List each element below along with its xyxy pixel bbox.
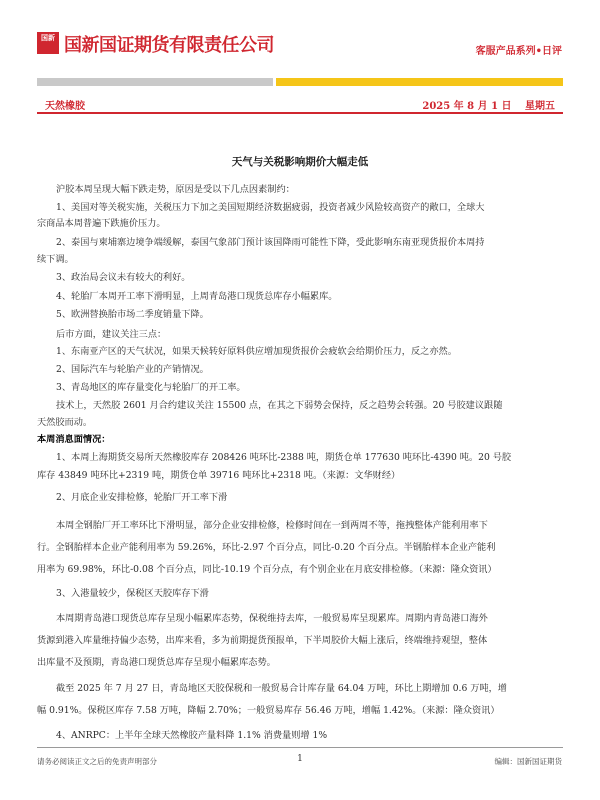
body-line: 1、本周上海期货交易所天然橡胶库存 208426 吨环比-2388 吨，期货仓单 177630 吨环比-4390 吨。20 号胶	[56, 452, 512, 463]
footer-disclaimer: 请务必阅读正文之后的免责声明部分	[37, 757, 157, 766]
body-line: 3、政治局会议未有较大的利好。	[56, 272, 191, 283]
body-line: 1、美国对等关税实施，关税压力下加之美国短期经济数据疲弱，投资者减少风险较高资产的敞口，全球大	[56, 202, 485, 213]
body-line: 出库量不及预期，青岛港口现货总库存呈现小幅累库态势。	[37, 657, 276, 668]
header-bar-gray	[37, 78, 273, 86]
company-name: 国新国证期货有限责任公司	[64, 35, 274, 56]
report-date: 2025 年 8 月 1 日 星期五	[422, 101, 555, 112]
section-heading: 本周消息面情况：	[37, 434, 111, 445]
report-category: 天然橡胶	[45, 101, 85, 112]
body-line: 沪胶本周呈现大幅下跌走势，原因是受以下几点因素制约：	[56, 184, 295, 195]
footer-divider	[37, 747, 563, 748]
body-line: 行。全钢胎样本企业产能利用率为 59.26%，环比-2.97 个百分点，同比-0.20 个百分点。半钢胎样本企业产能利	[37, 542, 496, 553]
body-line: 天然胶而动。	[37, 417, 93, 428]
body-line: 4、轮胎厂本周开工率下滑明显，上周青岛港口现货总库存小幅累库。	[56, 291, 338, 302]
logo-mark: 国新	[41, 34, 55, 42]
footer-editor: 编辑：国新国证期货	[494, 757, 562, 766]
body-line: 幅 0.91%。保税区库存 7.58 万吨，降幅 2.70%；一般贸易库存 56.46 万吨，增幅 1.42%。（来源：隆众资讯）	[37, 705, 500, 716]
body-line: 技术上，天然胶 2601 月合约建议关注 15500 点，在其之下弱势会保持，反之趋势会转强。20 号胶建议跟随	[56, 400, 503, 411]
body-line: 本周全钢胎厂开工率环比下滑明显，部分企业安排检修，检修时间在一到两周不等，拖拽整体产能利用率下	[56, 520, 488, 531]
body-line: 后市方面，建议关注三点：	[56, 329, 167, 340]
report-info-row	[37, 96, 563, 114]
subheading: 2、月底企业安排检修，轮胎厂开工率下滑	[56, 492, 228, 503]
subheading: 4、ANRPC：上半年全球天然橡胶产量料降 1.1% 消费量则增 1%	[56, 730, 328, 741]
body-line: 5、欧洲替换胎市场二季度销量下降。	[56, 309, 209, 320]
subheading: 3、入港量较少，保税区天胶库存下滑	[56, 588, 209, 599]
body-line: 本周期青岛港口现货总库存呈现小幅累库态势，保税维持去库，一般贸易库呈现累库。周期内青岛港口海外	[56, 613, 488, 624]
body-line: 库存 43849 吨环比+2319 吨，期货仓单 39716 吨环比+2318 吨。（来源：文华财经）	[37, 470, 401, 481]
report-title: 天气与关税影响期价大幅走低	[231, 156, 369, 168]
body-line: 1、东南亚产区的天气状况，如果天候转好原料供应增加现货报价会疲软会给期价压力，反之亦然。	[56, 346, 457, 357]
body-line: 2、泰国与柬埔寨边境争端缓解，泰国气象部门预计该国降雨可能性下降，受此影响东南亚现货报价本周持	[56, 237, 485, 248]
body-line: 续下调。	[37, 254, 74, 265]
body-line: 宗商品本周普遍下跌施价压力。	[37, 218, 166, 229]
body-line: 用率为 69.98%，环比-0.08 个百分点，同比-10.19 个百分点，有个别企业在月底安排检修。（来源：隆众资讯）	[37, 564, 497, 575]
body-line: 货源到港入库量维持偏少态势，出库来看，多为前期提货预报单，下半周胶价大幅上涨后，终端维持观望，整体	[37, 635, 488, 646]
body-line: 截至 2025 年 7 月 27 日，青岛地区天胶保税和一般贸易合计库存量 64.04 万吨，环比上期增加 0.6 万吨，增	[56, 683, 507, 694]
product-series: 客服产品系列•日评	[475, 46, 562, 57]
page-number: 1	[297, 754, 303, 764]
body-line: 3、青岛地区的库存量变化与轮胎厂的开工率。	[56, 382, 246, 393]
company-logo-icon	[37, 32, 59, 54]
header-bar-yellow	[276, 78, 563, 86]
body-line: 2、国际汽车与轮胎产业的产销情况。	[56, 364, 209, 375]
